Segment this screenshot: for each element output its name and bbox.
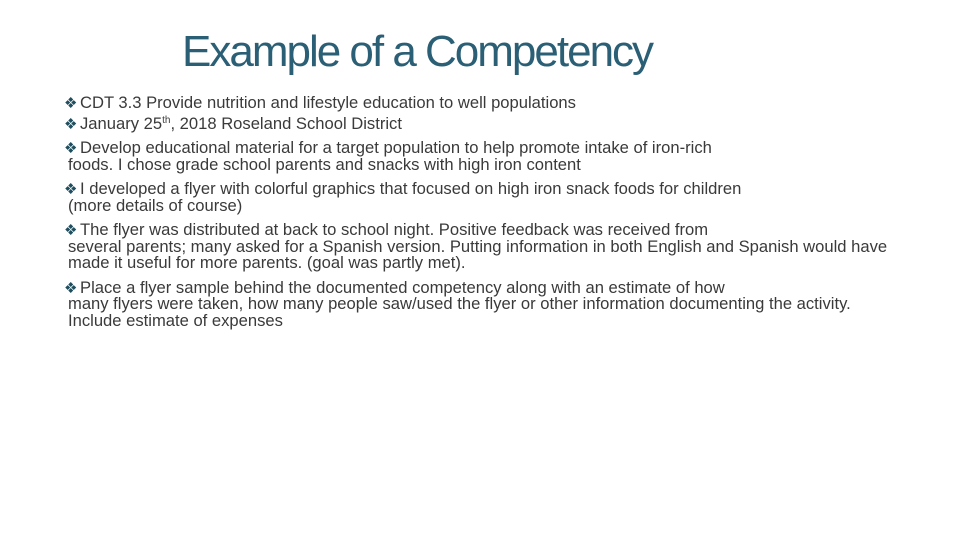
bullet-text-after: , 2018 Roseland School District xyxy=(170,113,402,133)
bullet-item-3 xyxy=(64,140,894,173)
bullet-item-4 xyxy=(64,181,894,214)
diamond-bullet-icon: ❖ xyxy=(64,279,78,297)
bullet-first-line: Place a flyer sample behind the documented competency along with an estimate of how xyxy=(80,277,725,297)
diamond-bullet-icon: ❖ xyxy=(64,95,78,112)
bullet-continuation: many flyers were taken, how many people saw/used the flyer or other information documenting the activity. Include estimate of expenses xyxy=(68,294,851,330)
diamond-bullet-icon: ❖ xyxy=(64,140,78,157)
diamond-bullet-icon: ❖ xyxy=(64,222,78,239)
bullet-item-6 xyxy=(64,277,894,330)
bullet-item-5 xyxy=(64,222,894,272)
bullet-first-line: The flyer was distributed at back to school night. Positive feedback was received from xyxy=(80,220,709,239)
bullet-item-2 xyxy=(64,113,894,133)
bullet-text: CDT 3.3 Provide nutrition and lifestyle education to well populations xyxy=(80,93,576,112)
bullet-continuation: several parents; many asked for a Spanish version. Putting information in both English and Spanish would have made it useful for more parents. (goal was partly met). xyxy=(68,236,888,272)
bullet-superscript: th xyxy=(162,114,171,126)
bullet-item-1 xyxy=(64,95,894,112)
bullet-continuation: foods. I chose grade school parents and snacks with high iron content xyxy=(68,154,581,174)
bullet-continuation: (more details of course) xyxy=(68,195,243,215)
bullet-text-before: January 25 xyxy=(80,113,163,133)
diamond-bullet-icon: ❖ xyxy=(64,181,78,198)
bullet-first-line: Develop educational material for a target population to help promote intake of iron-rich xyxy=(80,138,712,157)
diamond-bullet-icon: ❖ xyxy=(64,115,78,133)
bullet-first-line: I developed a flyer with colorful graphics that focused on high iron snack foods for children xyxy=(80,179,742,198)
bullet-list xyxy=(64,95,894,333)
slide-title: Example of a Competency xyxy=(182,27,653,76)
